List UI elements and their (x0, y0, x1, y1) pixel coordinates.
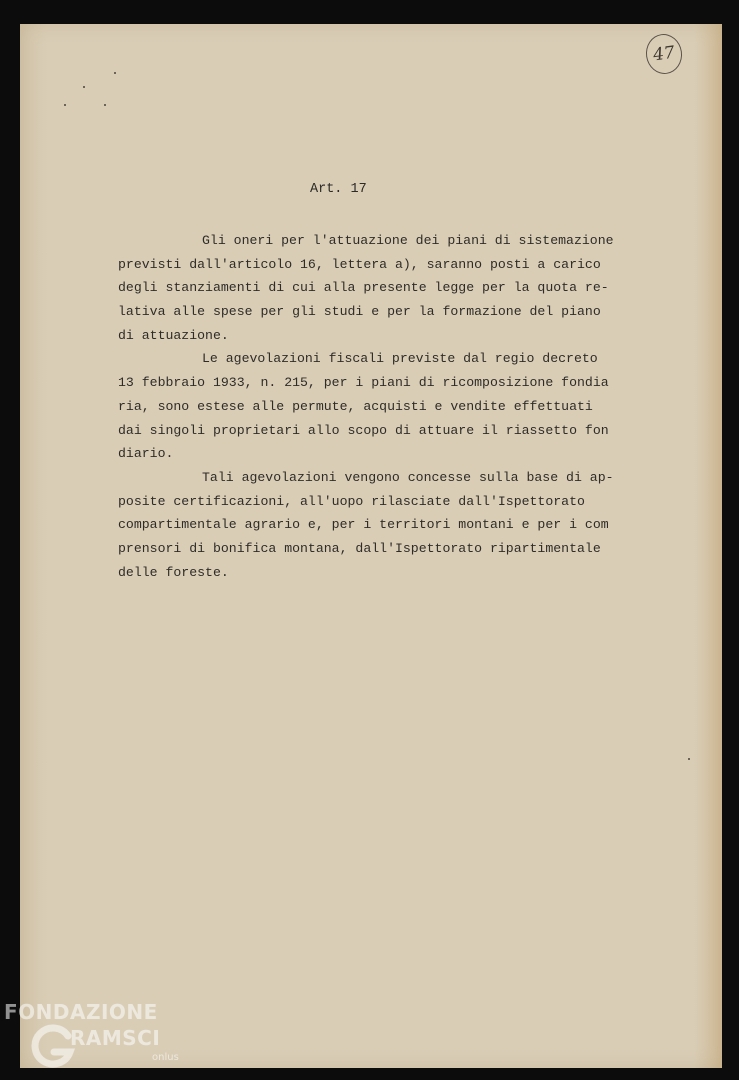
watermark-suffix: onlus (152, 1052, 179, 1063)
document-page (20, 24, 722, 1068)
paragraph-3 (118, 466, 648, 584)
text-line: Gli oneri per l'attuazione dei piani di sistemazione (202, 233, 614, 248)
text-line: compartimentale agrario e, per i territori montani e per i com (118, 517, 609, 533)
text-line: prensori di bonifica montana, dall'Ispettorato ripartimentale (118, 540, 601, 556)
text-line: delle foreste. (118, 564, 229, 580)
text-line: di attuazione. (118, 327, 229, 343)
watermark-line-1: FONDAZIONE (4, 1000, 158, 1024)
text-line: Tali agevolazioni vengono concesse sulla base di ap- (202, 469, 614, 485)
text-line: ria, sono estese alle permute, acquisti e vendite effettuati (118, 398, 593, 414)
text-line: dai singoli proprietari allo scopo di attuare il riassetto fon (118, 422, 609, 438)
fondazione-gramsci-watermark (4, 1000, 194, 1072)
paragraph-2 (118, 347, 648, 465)
page-number-text: 47 (651, 42, 677, 66)
text-line: degli stanziamenti di cui alla presente legge per la quota re- (118, 280, 609, 296)
text-line: 13 febbraio 1933, n. 215, per i piani di ricomposizione fondia (118, 375, 609, 391)
text-line: previsti dall'articolo 16, lettera a), saranno posti a carico (118, 256, 601, 272)
article-heading: Art. 17 (310, 182, 367, 197)
article-body (118, 229, 648, 584)
text-line: lativa alle spese per gli studi e per la formazione del piano (118, 304, 601, 320)
watermark-line-2: RAMSCI (70, 1026, 161, 1050)
paragraph-1 (118, 229, 648, 347)
text-line: Le agevolazioni fiscali previste dal regio decreto (202, 351, 598, 367)
page-number (643, 32, 684, 77)
text-line: diario. (118, 446, 174, 462)
text-line: posite certificazioni, all'uopo rilasciate dall'Ispettorato (118, 493, 585, 509)
